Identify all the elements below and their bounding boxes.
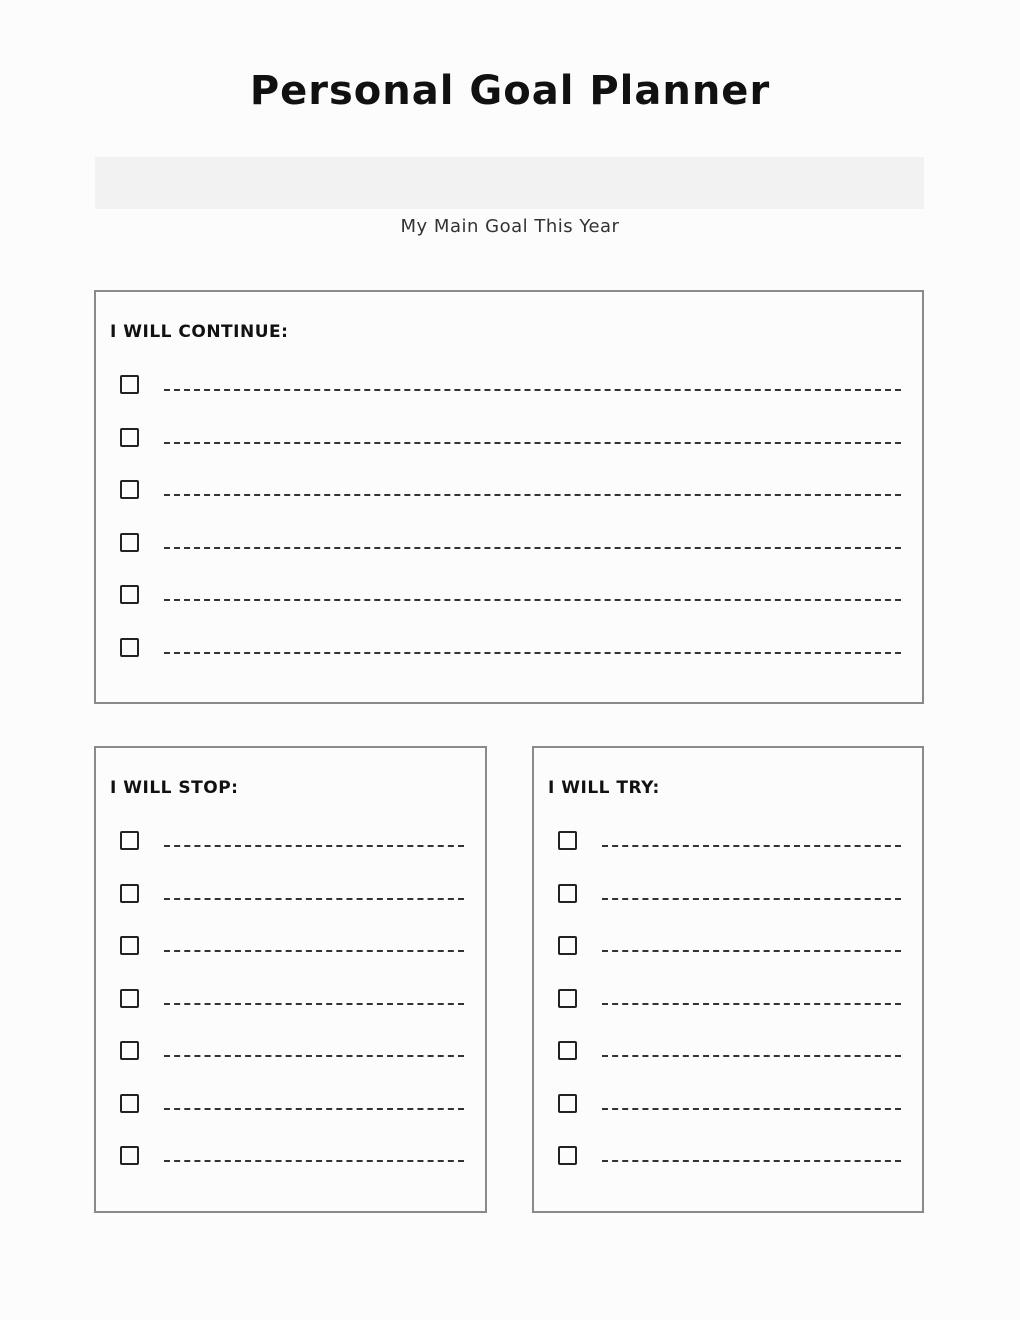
try-section xyxy=(532,746,924,1213)
entry-line[interactable] xyxy=(602,845,901,847)
checkbox[interactable] xyxy=(558,1094,577,1113)
entry-line[interactable] xyxy=(164,950,464,952)
continue-section xyxy=(94,290,924,704)
entry-line[interactable] xyxy=(164,599,901,601)
checklist-item xyxy=(96,884,485,914)
checklist-item xyxy=(96,533,922,563)
checkbox[interactable] xyxy=(558,884,577,903)
entry-line[interactable] xyxy=(602,1108,901,1110)
try-heading: I WILL TRY: xyxy=(548,778,660,798)
checklist-item xyxy=(534,1146,922,1176)
checklist-item xyxy=(96,428,922,458)
continue-heading: I WILL CONTINUE: xyxy=(110,322,289,342)
main-goal-label: My Main Goal This Year xyxy=(400,216,620,237)
checkbox[interactable] xyxy=(120,480,139,499)
entry-line[interactable] xyxy=(164,1055,464,1057)
stop-section xyxy=(94,746,487,1213)
entry-line[interactable] xyxy=(164,1108,464,1110)
checklist-item xyxy=(534,936,922,966)
main-goal-field[interactable] xyxy=(95,157,924,209)
checklist-item xyxy=(96,375,922,405)
entry-line[interactable] xyxy=(602,1160,901,1162)
entry-line[interactable] xyxy=(164,1003,464,1005)
checkbox[interactable] xyxy=(120,1094,139,1113)
checkbox[interactable] xyxy=(120,936,139,955)
entry-line[interactable] xyxy=(602,1055,901,1057)
checklist-item xyxy=(96,989,485,1019)
checkbox[interactable] xyxy=(558,1146,577,1165)
checkbox[interactable] xyxy=(120,1146,139,1165)
entry-line[interactable] xyxy=(602,950,901,952)
checklist-item xyxy=(96,1041,485,1071)
checklist-item xyxy=(96,936,485,966)
entry-line[interactable] xyxy=(602,898,901,900)
checklist-item xyxy=(534,831,922,861)
checklist-item xyxy=(534,989,922,1019)
entry-line[interactable] xyxy=(164,389,901,391)
page-title: Personal Goal Planner xyxy=(249,68,771,114)
entry-line[interactable] xyxy=(164,442,901,444)
checklist-item xyxy=(96,638,922,668)
checkbox[interactable] xyxy=(120,585,139,604)
checkbox[interactable] xyxy=(120,375,139,394)
checkbox[interactable] xyxy=(120,989,139,1008)
checkbox[interactable] xyxy=(120,533,139,552)
checkbox[interactable] xyxy=(120,428,139,447)
checkbox[interactable] xyxy=(120,831,139,850)
entry-line[interactable] xyxy=(164,547,901,549)
entry-line[interactable] xyxy=(164,1160,464,1162)
entry-line[interactable] xyxy=(602,1003,901,1005)
checklist-item xyxy=(534,1041,922,1071)
checklist-item xyxy=(96,831,485,861)
checklist-item xyxy=(534,884,922,914)
checkbox[interactable] xyxy=(120,638,139,657)
checklist-item xyxy=(96,1094,485,1124)
checklist-item xyxy=(96,480,922,510)
entry-line[interactable] xyxy=(164,652,901,654)
entry-line[interactable] xyxy=(164,898,464,900)
checklist-item xyxy=(96,1146,485,1176)
checkbox[interactable] xyxy=(120,1041,139,1060)
checklist-item xyxy=(96,585,922,615)
checkbox[interactable] xyxy=(558,831,577,850)
entry-line[interactable] xyxy=(164,494,901,496)
checkbox[interactable] xyxy=(558,936,577,955)
checkbox[interactable] xyxy=(558,1041,577,1060)
checkbox[interactable] xyxy=(120,884,139,903)
checkbox[interactable] xyxy=(558,989,577,1008)
entry-line[interactable] xyxy=(164,845,464,847)
checklist-item xyxy=(534,1094,922,1124)
stop-heading: I WILL STOP: xyxy=(110,778,239,798)
